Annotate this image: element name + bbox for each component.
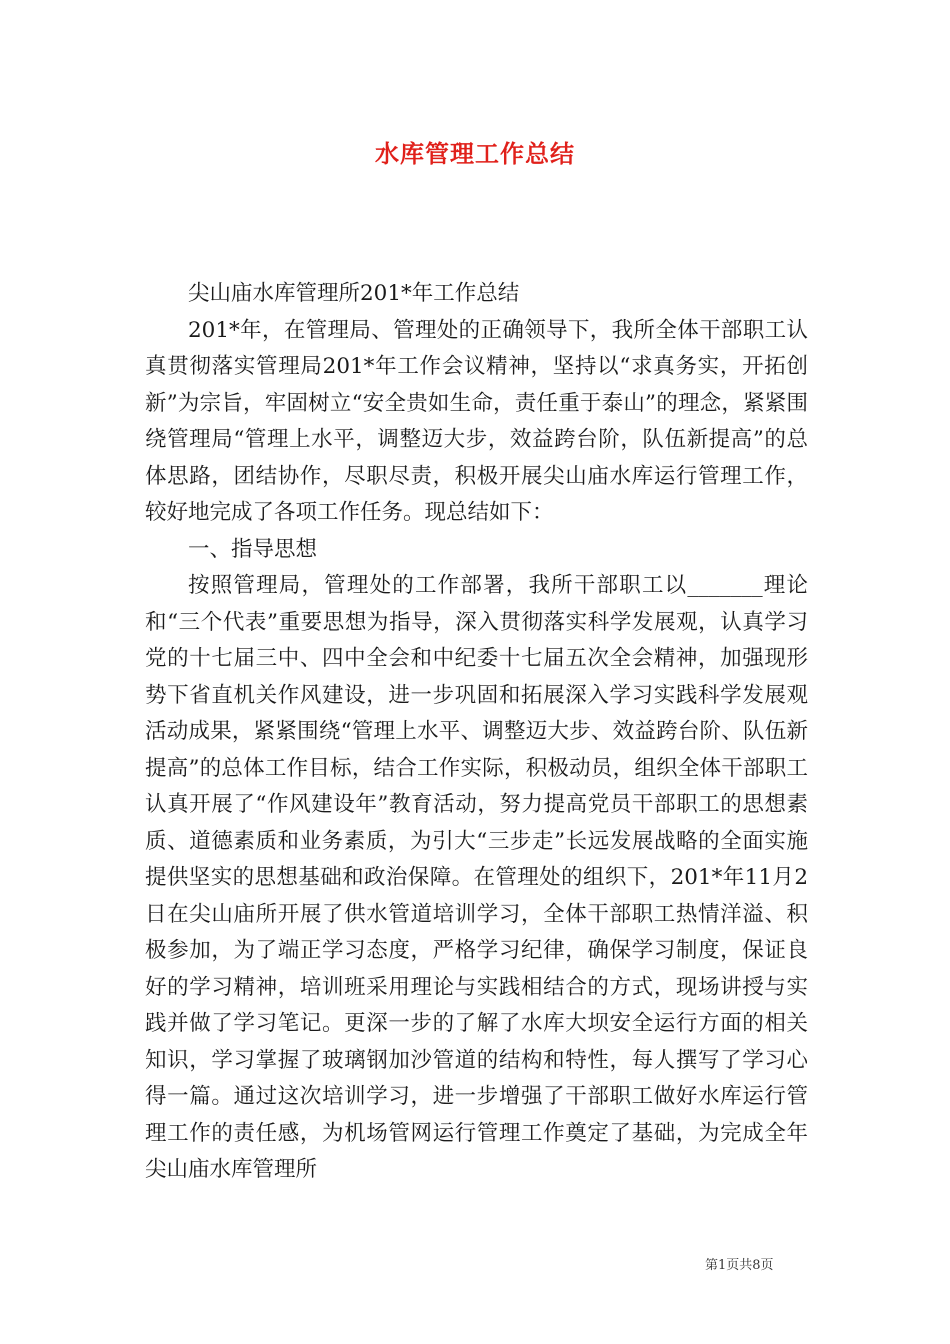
paragraph-intro: 201*年，在管理局、管理处的正确领导下，我所全体干部职工认真贯彻落实管理局201*年工作会议精神，坚持以“求真务实，开拓创新”为宗旨，牢固树立“安全贵如生命，责任重于泰山”的理念，紧紧围绕管理局“管理上水平，调整迈大步，效益跨台阶，队伍新提高”的总体思路，团结协作，尽职尽责，积极开展尖山庙水库运行管理工作，较好地完成了各项工作任务。现总结如下： [145,317,808,525]
page-number: 第1页共8页 [705,1258,774,1273]
document-title: 水库管理工作总结 [375,139,575,168]
paragraph-guiding-ideology: 按照管理局，管理处的工作部署，我所干部职工以_______理论和“三个代表”重要思想为指导，深入贯彻落实科学发展观，认真学习党的十七届三中、四中全会和中纪委十七届五次全会精神，加强现形势下省直机关作风建设，进一步巩固和拓展深入学习实践科学发展观活动成果，紧紧围绕“管理上水平、调整迈大步、效益跨台阶、队伍新提高”的总体工作目标，结合工作实际，积极动员，组织全体干部职工认真开展了“作风建设年”教育活动，努力提高党员干部职工的思想素质、道德素质和业务素质，为引大“三步走”长远发展战略的全面实施提供坚实的思想基础和政治保障。在管理处的组织下，201*年11月2日在尖山庙所开展了供水管道培训学习，全体干部职工热情洋溢、积极参加，为了端正学习态度，严格学习纪律，确保学习制度，保证良好的学习精神，培训班采用理论与实践相结合的方式，现场讲授与实践并做了学习笔记。更深一步的了解了水库大坝安全运行方面的相关知识，学习掌握了玻璃钢加沙管道的结构和特性，每人撰写了学习心得一篇。通过这次培训学习，进一步增强了干部职工做好水库运行管理工作的责任感，为机场管网运行管理工作奠定了基础，为完成全年尖山庙水库管理所 [145,573,808,1182]
paragraph-heading-line: 尖山庙水库管理所201*年工作总结 [188,281,520,306]
document-body [145,276,808,1189]
section-heading: 一、指导思想 [188,536,318,562]
